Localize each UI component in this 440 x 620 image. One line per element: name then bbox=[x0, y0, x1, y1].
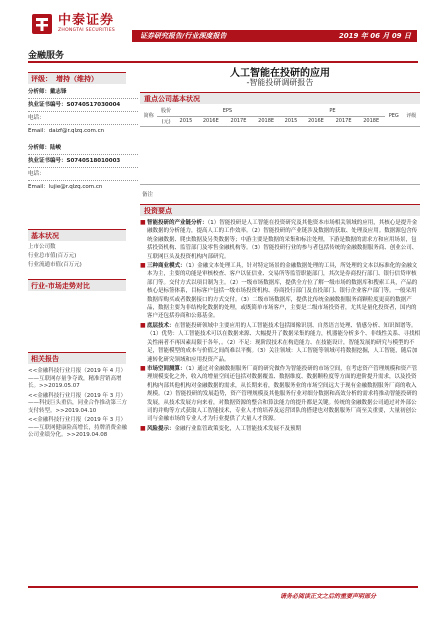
bullet-icon: ■ bbox=[140, 219, 146, 226]
table-note: 备注 bbox=[142, 192, 154, 198]
logo-mark-icon bbox=[30, 12, 54, 36]
rating-value: 增持（维持） bbox=[56, 75, 98, 83]
email-label: Email： bbox=[28, 184, 49, 190]
bullet-icon: ■ bbox=[140, 262, 146, 270]
point-key: 风险提示： bbox=[147, 425, 175, 432]
footer-divider bbox=[28, 586, 418, 588]
cert-label: 执业证书编号： bbox=[28, 158, 67, 164]
year-header: 2018E bbox=[252, 116, 280, 126]
divider bbox=[28, 180, 138, 181]
key-companies-heading: 重点公司基本状况 bbox=[140, 92, 420, 104]
related-report-link[interactable]: <<金融科技行业月报（2019 年 4 月）——互联网存量争夺战，精准营销高增长。>>2019.05.07 bbox=[28, 368, 126, 389]
related-report-link[interactable]: <<金融科技行业月报（2019 年 3 月）——科技巨头重估，同业合作推动第三方支付转型。>>2019.04.10 bbox=[28, 392, 128, 414]
eps-group-header: EPS bbox=[175, 106, 280, 116]
report-category: 证券研究报告/行业深度报告 bbox=[140, 32, 227, 40]
year-header: 2018E bbox=[357, 116, 385, 126]
point-text: （1）智能投研是人工智能在投资研究及其他资本市场相关领域的应用，其核心是提升金融数据的分析能力，提高人工的工作效率。（2）智能投研的产业链涉及数据的获取、处理及应用。数据源包含传统金融数据、爬虫数据及另类数据等；中游主要是数据的采集和标注处理，下游是数据的需求方和应用场景，包括投资机构、监管部门及零售金融机构等。（3）智能投研行业的参与者包括传统的金融数据服务商、创业公司、互联网巨头及投资机构内部研究。 bbox=[147, 220, 418, 260]
rating-box bbox=[28, 72, 126, 84]
point-text: 金融行业监管政策变化，人工智能技术发展不及预期 bbox=[174, 425, 302, 432]
related-reports-heading: 相关报告 bbox=[28, 352, 126, 364]
point-text: （1）通过对金融数据服务厂商的研究做作为智能投研的市场空间，在考虑资产管理规模和资产管理规模变化之外，收入的增量空间还包括对数据覆盖、数据维度、数据颗粒度等方面的进阶提升需求，以及投资机构内部其他机构对金融数据的需求，从长期来看，数据服务业的市场空间远大于现有金融数据服务厂商的收入规模。（2）智能投研的发展趋势，资产管理规模及其他服务行业对细分数据和高效分析的需求将推动智能投研的发展，从技术发展方向来看，对数据资源的整合和算法能力的提升都是关键。传统的金融数据公司通过对外部公司的并购等方式获取人工智能技术，专业人才的培养及运营团队的搭建也对数据服务厂商至关重要，大量初创公司与金融市场的专业人才为行业提供了大量人才资源。 bbox=[147, 365, 418, 423]
list-item: 行业流通市值(百万元) bbox=[28, 262, 82, 268]
report-header bbox=[0, 0, 440, 62]
brand-logo bbox=[30, 12, 115, 36]
col-peg-header: PEG bbox=[385, 106, 403, 126]
email-link[interactable]: daizf@r.qlzq.com.cn bbox=[48, 128, 105, 134]
bullet-icon: ■ bbox=[140, 364, 146, 372]
header-divider bbox=[28, 61, 418, 63]
report-date: 2019 年 06 月 09 日 bbox=[338, 32, 411, 40]
col-price-header: 股价 bbox=[157, 106, 174, 116]
trend-chart-area bbox=[28, 300, 128, 355]
key-companies-table bbox=[140, 106, 420, 185]
investment-point bbox=[140, 365, 420, 424]
year-header: 2017E bbox=[225, 116, 253, 126]
report-subtitle: -智能投研调研报告 bbox=[246, 78, 314, 87]
report-title: 人工智能在投研的应用 bbox=[230, 68, 330, 79]
divider bbox=[28, 111, 138, 112]
analyst-name: 戴志锋 bbox=[50, 89, 67, 95]
industry-name: 金融服务 bbox=[28, 51, 65, 61]
pe-group-header: PE bbox=[280, 106, 385, 116]
footer-disclaimer: 请务必阅读正文之后的重要声明部分 bbox=[280, 593, 377, 600]
investment-point bbox=[140, 262, 420, 321]
related-report-link[interactable]: <<金融科技行业月报（2019 年 3 月）——互联网健康险高增长，持牌消费金融公司业绩分化。>>2019.04.08 bbox=[28, 417, 128, 438]
analyst-name: 陆峻 bbox=[50, 145, 62, 151]
divider bbox=[28, 167, 138, 168]
point-key: 底层技术： bbox=[147, 322, 175, 329]
year-header: 2016E bbox=[197, 116, 225, 126]
divider bbox=[28, 154, 138, 155]
investment-points bbox=[140, 219, 420, 434]
analyst-card bbox=[28, 144, 138, 191]
col-name-header: 简称 bbox=[140, 106, 157, 126]
cert-number: S0740518010003 bbox=[66, 158, 121, 164]
analyst-card bbox=[28, 88, 138, 135]
email-label: Email： bbox=[28, 128, 49, 134]
year-header: 2015 bbox=[175, 116, 197, 126]
report-type-banner bbox=[132, 30, 417, 42]
point-key: 智能投研的产业链分析： bbox=[147, 220, 208, 226]
related-reports-list bbox=[28, 368, 132, 442]
bullet-icon: ■ bbox=[140, 321, 146, 329]
rating-label: 评级： bbox=[31, 75, 52, 83]
cert-number: S0740517030004 bbox=[66, 102, 121, 108]
year-header: 2017E bbox=[330, 116, 358, 126]
investment-point bbox=[140, 219, 420, 261]
point-key: 三种商业模式： bbox=[147, 263, 186, 270]
point-key: 市场空间测算： bbox=[147, 365, 186, 372]
basic-info-list bbox=[28, 243, 128, 270]
divider bbox=[28, 98, 138, 99]
table-row bbox=[140, 126, 420, 184]
analyst-name-label: 分析师： bbox=[28, 89, 51, 95]
email-link[interactable]: lujie@r.qlzq.com.cn bbox=[48, 184, 103, 190]
list-item: 行业总市值(百万元) bbox=[28, 253, 77, 259]
year-header: 2015 bbox=[280, 116, 302, 126]
phone-label: 电话： bbox=[28, 171, 45, 177]
year-header: 2016E bbox=[302, 116, 330, 126]
investment-points-heading: 投资要点 bbox=[140, 204, 420, 216]
trend-heading: 行业-市场走势对比 bbox=[28, 279, 126, 291]
col-rating-header: 评级 bbox=[403, 106, 421, 126]
logo-english-name: ZHONGTAI SECURITIES bbox=[58, 28, 116, 33]
logo-chinese-name: 中泰证券 bbox=[58, 13, 115, 28]
basic-info-heading: 基本状况 bbox=[28, 229, 126, 241]
point-text: 在智能投研领域中主要应用的人工智能技术包括图像识别、自然语言处理、情感分析、知识图谱等。（1）优势：人工智能技术可以在数据来源、大幅提升了数据采集的能力，机器能分析多个、非线性关系、寻找相关性兩者不再因素局限于各年，。（2）不足：现阶段技术在构造能力、在技能设计，智能发展的研究与模型的不足，智能模型的成本与价值之间尚难以平衡。（3）关注领域：人工智能等领域可将数据挖掘，人工智能，随后加速转化研究领域和应用投资产品。 bbox=[147, 322, 421, 363]
cert-label: 执业证书编号： bbox=[28, 102, 67, 108]
list-item: 上市公司数 bbox=[28, 244, 56, 250]
bullet-icon: ■ bbox=[140, 424, 146, 432]
analyst-name-label: 分析师： bbox=[28, 145, 51, 151]
divider bbox=[28, 124, 138, 125]
point-text: （1）金融文本处理工具，针对特定场景的金融数据处理的工具，所处理的文本以标准化的金融文本为主，主要的功能是审核校查、客户以征信业、交易所等监管职能部门，其次是券商投行部门、银行信贷审核部门等。交付方式以项目制为主。（2）一级市场数据库，提供全方位了解一级市场的数据库和搜索工具，产品的核心是标签体系，目标客户包括一级市场投资机构、券商投行部门及直投部门、银行企业客户部门等。一般采用数据库购买或者数据接口的方式交付。（3）二级市场数据库，提供比传统金融数据服务商颗粒度更高的数据产品，数据主要为非结构化数据的处理，或既简单市场客户，主要是二级市场投资者，尤其是量化投资者，国内的客户还包括券商和公募基金。 bbox=[147, 263, 418, 320]
col-price-unit: (元) bbox=[157, 116, 174, 126]
investment-point bbox=[140, 425, 420, 433]
investment-point bbox=[140, 322, 420, 364]
phone-label: 电话： bbox=[28, 115, 45, 121]
